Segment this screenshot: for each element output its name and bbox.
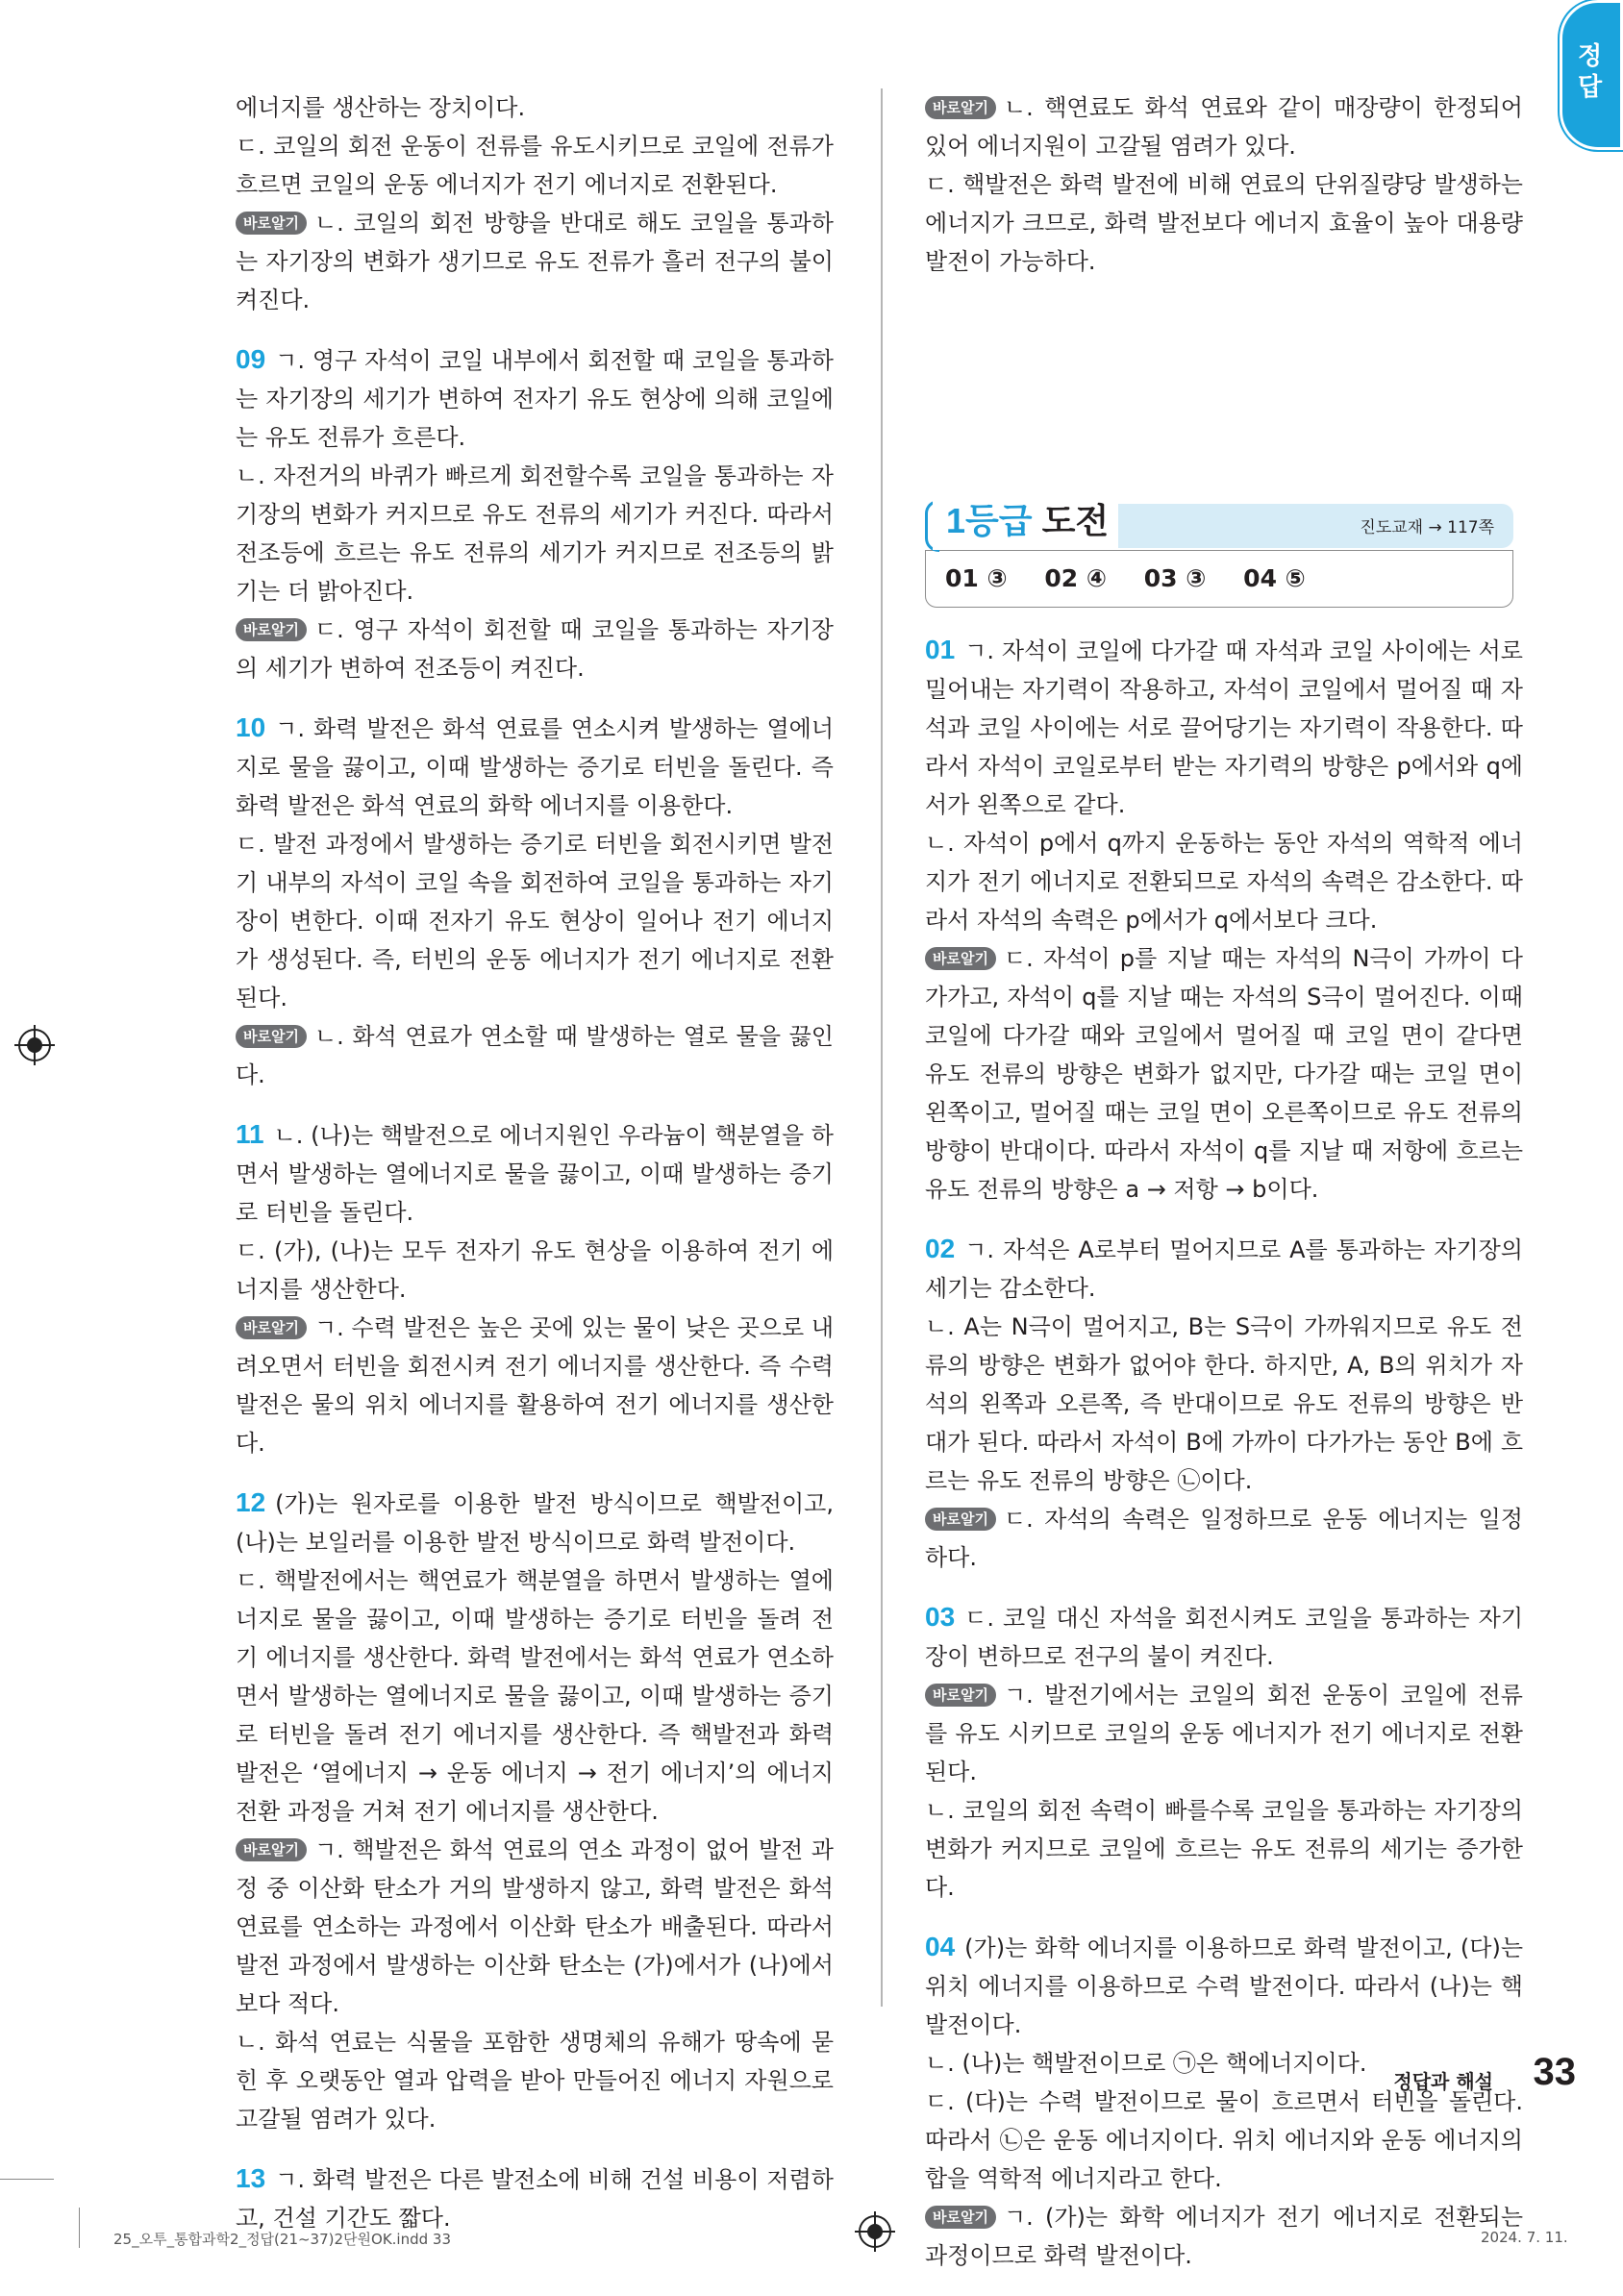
question-number: 12 [236, 1487, 266, 1517]
question-number: 02 [925, 1234, 956, 1263]
answer-line: ㄷ. (다)는 수력 발전이므로 물이 흐르면서 터빈을 돌린다. 따라서 ㉡은 운동 에너지이다. 위치 에너지와 운동 에너지의 합을 역학적 에너지라고 한다. [925, 2088, 1523, 2192]
wrong-tag: 바로알기 [925, 1684, 996, 1707]
wrong-tag: 바로알기 [925, 947, 996, 970]
answer-line: 01 ㄱ. 자석이 코일에 다가갈 때 자석과 코일 사이에는 서로 밀어내는 자기력이 작용하고, 자석이 코일에서 멀어질 때 자석과 코일 사이에는 서로 끌어당기는 자기력이 작용한다. 따라서 자석이 코일로부터 받는 자기력의 방향은 p에서와 q에서가 왼쪽으로 같다. [925, 635, 1523, 818]
column-divider [881, 88, 883, 2007]
answer-line: ㄷ. 코일의 회전 운동이 전류를 유도시키므로 코일에 전류가 흐르면 코일의 운동 에너지가 전기 에너지로 전환된다. [236, 133, 834, 198]
wrong-explanation: 바로알기 ㄴ. 핵연료도 화석 연료와 같이 매장량이 한정되어 있어 에너지원이 고갈될 염려가 있다. [925, 94, 1523, 160]
print-slug-file: 25_오투_통합과학2_정답(21~37)2단원OK.indd 33 [113, 2231, 452, 2248]
chapter-tab-label: 정답 [1578, 42, 1603, 102]
answer-line: 02 ㄱ. 자석은 A로부터 멀어지므로 A를 통과하는 자기장의 세기는 감소한다. [925, 1234, 1523, 1302]
answer-line: ㄷ. 핵발전은 화력 발전에 비해 연료의 단위질량당 발생하는 에너지가 크므로, 화력 발전보다 에너지 효율이 높아 대용량 발전이 가능하다. [925, 171, 1523, 275]
question-number: 11 [236, 1119, 264, 1149]
challenge-02 [925, 1230, 1523, 1577]
question-11 [236, 1115, 834, 1462]
registration-mark-icon [18, 1029, 51, 1061]
print-slug-date: 2024. 7. 11. [1481, 2229, 1568, 2246]
wrong-explanation: 바로알기 ㄷ. 영구 자석이 회전할 때 코일을 통과하는 자기장의 세기가 변하여 전조등이 켜진다. [236, 616, 834, 682]
challenge-01 [925, 631, 1523, 1209]
wrong-explanation: 바로알기 ㄴ. 화석 연료가 연소할 때 발생하는 열로 물을 끓인다. [236, 1023, 834, 1088]
wrong-tag: 바로알기 [236, 1838, 307, 1861]
challenge-04 [925, 1928, 1523, 2275]
answer-line: ㄴ. 자전거의 바퀴가 빠르게 회전할수록 코일을 통과하는 자기장의 변화가 커지므로 유도 전류의 세기가 커진다. 따라서 전조등에 흐르는 유도 전류의 세기가 커지므로 전조등의 밝기는 더 밝아진다. [236, 462, 834, 605]
question-number: 03 [925, 1602, 956, 1632]
wrong-explanation: 바로알기 ㄷ. 자석이 p를 지날 때는 자석의 N극이 가까이 다가가고, 자석이 q를 지날 때는 자석의 S극이 멀어진다. 이때 코일에 다가갈 때와 코일에서 멀어질 때 코일 면이 같다면 유도 전류의 방향은 변화가 없지만, 다가갈 때는 코일 면이 왼쪽이고, 멀어질 때는 코일 면이 오른쪽이므로 유도 전류의 방향이 반대이다. 따라서 자석이 q를 지날 때 저항에 흐르는 유도 전류의 방향은 a → 저항 → b이다. [925, 945, 1523, 1203]
question-13-continued [925, 88, 1523, 281]
question-12 [236, 1484, 834, 2138]
question-number: 10 [236, 712, 266, 742]
answer-line: ㄷ. 핵발전에서는 핵연료가 핵분열을 하면서 발생하는 열에너지로 물을 끓이고, 이때 발생하는 증기로 터빈을 돌려 전기 에너지를 생산한다. 화력 발전에서는 화석 연료가 연소하면서 발생하는 열에너지로 물을 끓이고, 이때 발생하는 증기로 터빈을 돌려 전기 에너지를 생산한다. 즉 핵발전과 화력 발전은 ‘열에너지 → 운동 에너지 → 전기 에너지’의 에너지 전환 과정을 거쳐 전기 에너지를 생산한다. [236, 1567, 834, 1825]
answer-key-item: 02 ④ [1044, 564, 1108, 592]
textbook-reference: 진도교재 → 117쪽 [1360, 518, 1494, 537]
answer-line: 09 ㄱ. 영구 자석이 코일 내부에서 회전할 때 코일을 통과하는 자기장의 세기가 변하여 전자기 유도 현상에 의해 코일에는 유도 전류가 흐른다. [236, 344, 834, 451]
wrong-tag: 바로알기 [236, 1025, 307, 1048]
answer-line: 11 ㄴ. (나)는 핵발전으로 에너지원인 우라늄이 핵분열을 하면서 발생하는 열에너지로 물을 끓이고, 이때 발생하는 증기로 터빈을 돌린다. [236, 1119, 834, 1226]
answer-line: ㄷ. (가), (나)는 모두 전자기 유도 현상을 이용하여 전기 에너지를 생산한다. [236, 1237, 834, 1303]
answer-key-box [925, 550, 1513, 608]
answer-line: ㄴ. 코일의 회전 속력이 빠를수록 코일을 통과하는 자기장의 변화가 커지므로 코일에 흐르는 유도 전류의 세기는 증가한다. [925, 1797, 1523, 1901]
answer-line: ㄴ. 화석 연료는 식물을 포함한 생명체의 유해가 땅속에 묻힌 후 오랫동안 열과 압력을 받아 만들어진 에너지 자원으로 고갈될 염려가 있다. [236, 2029, 834, 2133]
answer-line: ㄴ. 자석이 p에서 q까지 운동하는 동안 자석의 역학적 에너지가 전기 에너지로 전환되므로 자석의 속력은 감소한다. 따라서 자석의 속력은 p에서가 q에서보다 크다. [925, 830, 1523, 934]
wrong-explanation: 바로알기 ㄱ. 발전기에서는 코일의 회전 운동이 코일에 전류를 유도 시키므로 코일의 운동 에너지가 전기 에너지로 전환된다. [925, 1682, 1523, 1785]
answer-line: ㄴ. (나)는 핵발전이므로 ㉠은 핵에너지이다. [925, 2050, 1367, 2077]
answer-key-item: 03 ③ [1143, 564, 1207, 592]
wrong-explanation: 바로알기 ㄱ. 핵발전은 화석 연료의 연소 과정이 없어 발전 과정 중 이산화 탄소가 거의 발생하지 않고, 화력 발전은 화석 연료를 연소하는 과정에서 이산화 탄소가 배출된다. 따라서 발전 과정에서 발생하는 이산화 탄소는 (가)에서가 (나)에서보다 적다. [236, 1836, 834, 2017]
page-number: 33 [1533, 2051, 1576, 2093]
answer-line: ㄴ. A는 N극이 멀어지고, B는 S극이 가까워지므로 유도 전류의 방향은 변화가 없어야 한다. 하지만, A, B의 위치가 자석의 왼쪽과 오른쪽, 즉 반대이므로 유도 전류의 방향은 반대가 된다. 따라서 자석이 B에 가까이 다가가는 동안 B에 흐르는 유도 전류의 방향은 ㉡이다. [925, 1313, 1523, 1494]
question-number: 04 [925, 1932, 956, 1961]
question-13 [236, 2159, 834, 2237]
answer-key [926, 551, 1512, 607]
wrong-tag: 바로알기 [925, 1508, 996, 1531]
right-column [925, 88, 1523, 2296]
wrong-explanation: 바로알기 ㄴ. 코일의 회전 방향을 반대로 해도 코일을 통과하는 자기장의 변화가 생기므로 유도 전류가 흘러 전구의 불이 켜진다. [236, 210, 834, 313]
question-number: 13 [236, 2163, 266, 2193]
challenge-03 [925, 1598, 1523, 1907]
question-number: 09 [236, 344, 266, 374]
question-10 [236, 709, 834, 1094]
answer-key-item: 01 ③ [945, 564, 1008, 592]
answer-line: 10 ㄱ. 화력 발전은 화석 연료를 연소시켜 발생하는 열에너지로 물을 끓이고, 이때 발생하는 증기로 터빈을 돌린다. 즉 화력 발전은 화석 연료의 화학 에너지를 이용한다. [236, 712, 834, 819]
wrong-explanation: 바로알기 ㄱ. 수력 발전은 높은 곳에 있는 물이 낮은 곳으로 내려오면서 터빈을 회전시켜 전기 에너지를 생산한다. 즉 수력 발전은 물의 위치 에너지를 활용하여 전기 에너지를 생산한다. [236, 1314, 834, 1457]
registration-mark-icon [859, 2215, 891, 2248]
crop-mark [79, 2208, 80, 2248]
challenge-title: 1등급 도전 [933, 492, 1118, 550]
wrong-tag: 바로알기 [236, 212, 307, 235]
answer-line: ㄷ. 발전 과정에서 발생하는 증기로 터빈을 회전시키면 발전기 내부의 자석이 코일 속을 회전하여 코일을 통과하는 자기장이 변한다. 이때 전자기 유도 현상이 일어나 전기 에너지가 생성된다. 즉, 터빈의 운동 에너지가 전기 에너지로 전환된다. [236, 831, 834, 1011]
answer-line: 12 (가)는 원자로를 이용한 발전 방식이므로 핵발전이고, (나)는 보일러를 이용한 발전 방식이므로 화력 발전이다. [236, 1487, 834, 1556]
intro-block [236, 88, 834, 319]
wrong-tag: 바로알기 [236, 618, 307, 641]
answer-key-item: 04 ⑤ [1243, 564, 1306, 592]
challenge-header [925, 492, 1523, 554]
chapter-tab [1560, 0, 1623, 150]
footer-label: 정답과 해설 [1393, 2070, 1493, 2093]
question-09 [236, 340, 834, 687]
crop-mark [0, 2179, 54, 2180]
wrong-explanation: 바로알기 ㄷ. 자석의 속력은 일정하므로 운동 에너지는 일정하다. [925, 1506, 1523, 1571]
answer-line: 에너지를 생산하는 장치이다. [236, 94, 526, 121]
question-number: 01 [925, 635, 956, 664]
answer-line: 03 ㄷ. 코일 대신 자석을 회전시켜도 코일을 통과하는 자기장이 변하므로 전구의 불이 켜진다. [925, 1602, 1523, 1670]
wrong-explanation: 바로알기 ㄱ. (가)는 화학 에너지가 전기 에너지로 전환되는 과정이므로 화력 발전이다. [925, 2204, 1523, 2269]
answer-line: 04 (가)는 화학 에너지를 이용하므로 화력 발전이고, (다)는 위치 에너지를 이용하므로 수력 발전이다. 따라서 (나)는 핵발전이다. [925, 1932, 1523, 2038]
wrong-tag: 바로알기 [925, 2206, 996, 2229]
left-column [236, 88, 834, 2259]
wrong-tag: 바로알기 [925, 96, 996, 119]
answer-line: 13 ㄱ. 화력 발전은 다른 발전소에 비해 건설 비용이 저렴하고, 건설 기간도 짧다. [236, 2163, 834, 2232]
wrong-tag: 바로알기 [236, 1316, 307, 1339]
